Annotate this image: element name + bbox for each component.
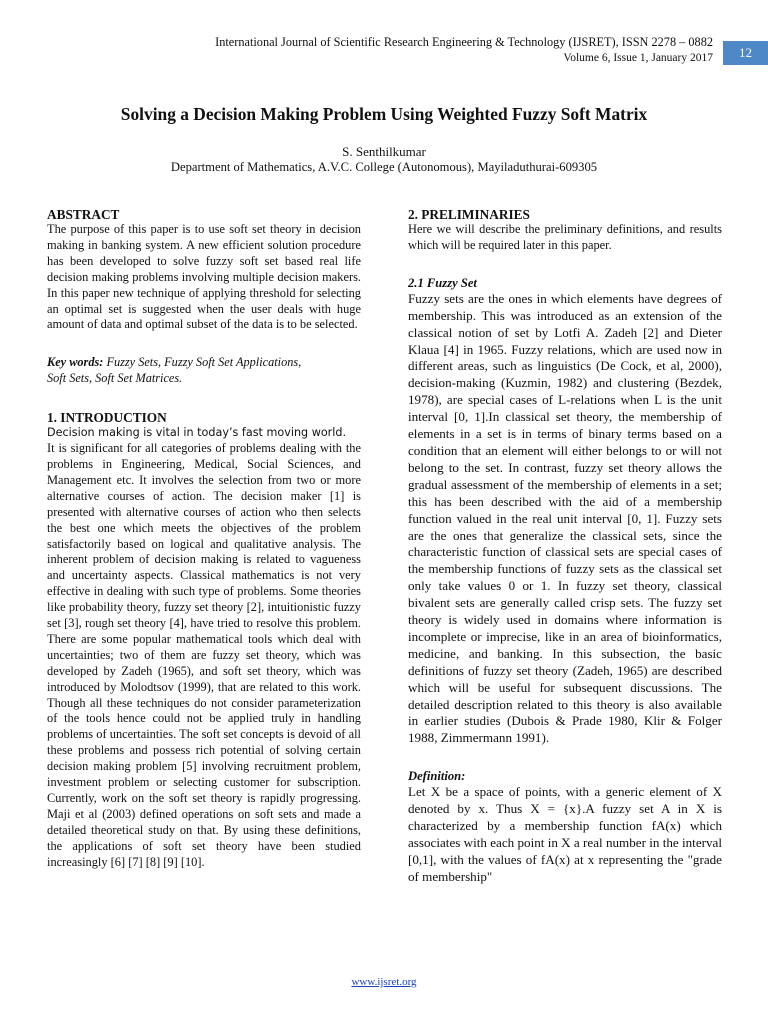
author-name: S. Senthilkumar	[342, 144, 426, 159]
introduction-first-line: Decision making is vital in today’s fast moving world.	[47, 426, 347, 440]
preliminaries-heading: 2. PRELIMINARIES	[408, 207, 530, 222]
keywords-line-2: Soft Sets, Soft Set Matrices.	[47, 371, 183, 386]
keywords-label: Key words:	[47, 355, 104, 370]
abstract-text: The purpose of this paper is to use soft set theory in decision making in banking system. A new efficient solution procedure has been developed to solve fuzzy soft set based real life decision making problems involving multiple decision makers. In this paper new technique of applying threshold for selecting an optimal set is suggested when the user deals with huge amount of data and optimal subset of the data is to be selected.	[47, 222, 361, 332]
volume-issue: Volume 6, Issue 1, January 2017	[563, 52, 713, 64]
keywords-line-1	[47, 355, 361, 371]
abstract-heading: ABSTRACT	[47, 207, 120, 222]
preliminaries-intro: Here we will describe the preliminary definitions, and results which will be required later in this paper.	[408, 222, 722, 252]
journal-header: International Journal of Scientific Research Engineering & Technology (IJSRET), ISSN 2278 – 0882	[215, 35, 713, 49]
left-column	[47, 207, 361, 871]
definition-text: Let X be a space of points, with a generic element of X denoted by x. Thus X = {x}.A fuzzy set A in X is characterized by a membership function fA(x) which associates with each point in X a real number in the interval [0,1], with the values of fA(x) at x representing the "grade of membership"	[408, 784, 722, 884]
introduction-text: It is significant for all categories of problems dealing with the problems in Engineering, Medical, Social Sciences, and Management etc. It involves the selection from two or more alternative courses of action. The decision maker [1] is presented with alternative courses of action who then selects the best one which meets the objectives of the problem satisfactorily based on logical and qualitative analysis. The inherent problem of decision making is related to vagueness and uncertainty aspects. Classical mathematics is not very effective in dealing with such type of problems. Some theories like probability theory, fuzzy set theory [2], intuitionistic fuzzy set [3], rough set theory [4], have tried to resolve this problem. There are some popular mathematical tools which deal with uncertainties; two of them are fuzzy set theory, which was developed by Zadeh (1965), and soft set theory, which was introduced by Molodtsov (1999), that are related to this work. Though all these techniques do not consider parameterization of the tools hence could not be applied truly in handling problems of uncertainties. The soft set concepts is devoid of all these problems and possess rich potential of solving certain decision making problem [5] involving recruitment problem, investment problem or selecting customer for subscription. Currently, work on the soft set theory is rapidly progressing. Maji et al (2003) defined operations on soft sets and made a detailed theoretical study on that. By using these definitions, the applications of soft set theory have been studied increasingly [6] [7] [8] [9] [10].	[47, 441, 361, 869]
fuzzy-set-text: Fuzzy sets are the ones in which elements have degrees of membership. This was introduced as an extension of the classical notion of set by Lotfi A. Zadeh [2] and Dieter Klaua [4] in 1965. Fuzzy relations, which are used now in different areas, such as linguistics (De Cock, et al, 2000), decision-making (Kuzmin, 1982) and clustering (Bezdek, 1978), are special cases of L-relations when L is the unit interval [0, 1].In classical set theory, the membership of elements in a set is in terms of binary terms based on a condition that an element will either belongs to or will not belong to the set. In contrast, fuzzy set theory allows the gradual assessment of the membership of elements in a set; this has been described with the aid of a membership function valued in the real unit interval [0, 1]. Fuzzy sets are the ones that generalize the classical sets, since the characteristic function of classical sets are special cases of the membership functions of fuzzy sets as the classical set only take values 0 or 1. In fuzzy set theory, classical bivalent sets are generally called crisp sets. The fuzzy set theory is widely used in domains where information is incomplete or imprecise, like in an area of bioinformatics, medicine, and banking. In this subsection, the basic definitions of fuzzy set theory (Zadeh, 1965) are described which will be useful for subsequent discussions. The detailed description related to this theory is also available in earlier studies (Dubois & Prade 1980, Klir & Folger 1988, Zimmermann 1991).	[408, 290, 722, 746]
keywords-values: Fuzzy Sets, Fuzzy Soft Set Applications,	[106, 355, 302, 370]
definition-heading: Definition:	[408, 769, 466, 784]
introduction-heading: 1. INTRODUCTION	[47, 410, 167, 426]
paper-title: Solving a Decision Making Problem Using Weighted Fuzzy Soft Matrix	[120, 104, 648, 124]
author-affiliation: Department of Mathematics, A.V.C. College (Autonomous), Mayiladuthurai-609305	[170, 160, 598, 174]
right-column	[408, 207, 722, 886]
footer-website-link[interactable]: www.ijsret.org	[351, 976, 417, 988]
page-number-badge: 12	[723, 41, 768, 65]
fuzzy-set-heading: 2.1 Fuzzy Set	[408, 275, 477, 290]
